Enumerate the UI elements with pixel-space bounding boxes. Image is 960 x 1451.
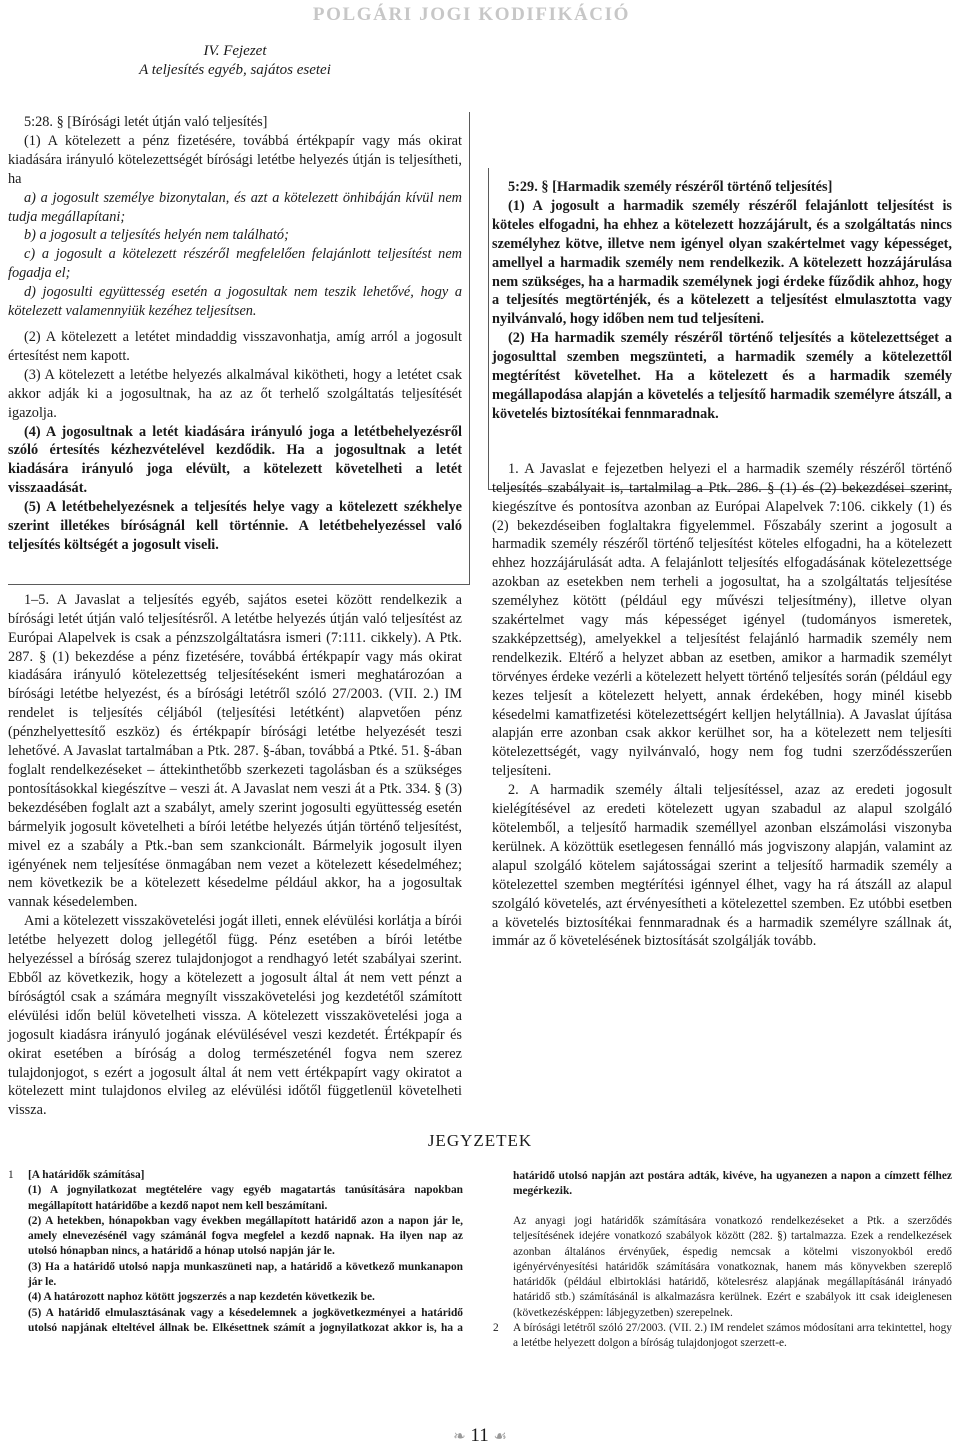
section-528-item-a: a) a jogosult személye bizonytalan, és azt a kötelezett önhibáján kívül nem tudja megállapítani; [8, 189, 462, 225]
chapter-number: IV. Fejezet [203, 43, 267, 59]
footnote-1-para-4: (4) A határozott naphoz kötött jogszerzés a nap kezdetén következik be. [28, 1291, 375, 1304]
page-number: 11 [470, 1425, 489, 1446]
footnote-1-para-5-continued [513, 1168, 952, 1214]
section-528-item-d: d) jogosulti együttesség esetén a jogosultak nem teszik lehetővé, hogy a kötelezett valamennyiük kezéhez teljesítsen. [8, 284, 462, 320]
section-529-heading: 5:29. § [Harmadik személy részéről történő teljesítés] [508, 179, 833, 195]
footnote-2-text: A bírósági letétről szóló 27/2003. (VII. 2.) IM rendelet számos módosítani arra tekintettel, hogy a letétbe helyezett dolgon a bíróság tulajdonjogot szerzett-e. [513, 1322, 952, 1350]
chapter-title: A teljesítés egyéb, sajátos esetei [139, 62, 331, 78]
section-529-p1: (1) A jogosult a harmadik személy részéről felajánlott teljesítést is köteles elfogadni, ha ehhez a kötelezett hozzájárult, és a szolgáltatás nincs személyhez kötve, illetve nem igényel olyan szakértelmet vagy képességet, amellyel a harmadik személy nem rendelkezik. A kötelezett hozzájárulása nem szükséges, ha a harmadik személynek jogi érdeke fűződik ahhoz, hogy a teljesítés megtörténjék, és a kötelezett a teljesítést elmulasztotta vagy nyilvánvaló, hogy időben nem tud teljesíteni. [492, 197, 952, 328]
footnote-1-para-5: (5) A határidő elmulasztásának vagy a késedelemnek a jogkövetkezményei a határidő utolsó napjának elteltével állnak be. Elkésettnek számít a jognyilatkozat akkor is, ha a [28, 1306, 463, 1334]
chapter-heading [8, 42, 462, 80]
section-528-p2: (2) A kötelezett a letétet mindaddig visszavonhatja, amíg arról a jogosult értesítést nem kapott. [8, 328, 462, 364]
section-529-p2: (2) Ha harmadik személy részéről történő teljesítés a kötelezettséget a jogosulttal szemben megszünteti, a harmadik személy a kötelezettől megtérítést követelhet. Ha a kötelezett és a harmadik személy megállapodása alapján a követelés a teljesítő harmadik személyre átszáll, a követelés biztosítékai fennmaradnak. [492, 330, 952, 422]
commentary-528-p2-continued [492, 28, 952, 160]
footnote-1-heading: [A határidők számítása] [28, 1169, 145, 1181]
notes-title: JEGYZETEK [427, 1131, 533, 1150]
footnote-1-note: Az anyagi jogi határidők számítására vonatkozó rendelkezéseket a Ptk. a szerződés teljesítésének idejére vonatkozó szabályok között (282. §) tartalmazza. Ezek a rendelkezések azonban általános érvényűek, éspedig nemcsak a kötelmi viszonyokból eredő igényérvényesítési határidők számítására vonatkoznak, hanem más könyvekben szereplő határidők (például elbirtoklási határidő, kötelesrész alapjának megállapításánál irányadó határidő stb.) számításánál is alkalmazásra kerülnek. Ezért e szabályok itt csak ideiglenesen (következésképpen: lábjegyzetben) szerepelnek. [513, 1215, 952, 1319]
section-528-p5: (5) A letétbehelyezésnek a teljesítés helye vagy a kötelezett székhelye szerint illetékes bíróságnál kell történnie. A letétbehelyezéssel való teljesítés költségét a jogosult viseli. [8, 499, 462, 553]
section-528-item-b: b) a jogosult a teljesítés helyén nem található; [24, 227, 289, 244]
footnote-1 [8, 1168, 463, 1336]
commentary-528-p2: Ami a kötelezett visszakövetelési jogát illeti, ennek elévülési korlátja a bírói letétbe helyezett dolog jellegétől függ. Pénz esetében a bírói letétbe helyezéssel a bíróság szerez tulajdonjogot a rendhagyó letét szabályai szerint. Ebből az következik, hogy a kötelezett a jogosult által át nem vett pénzt a bíróságtól csak a számára megnyílt visszakövetelési jog kezdetétől számított elévülési időn belül követelheti vissza. A kötelezett visszakövetelési joga a jogosult kiadásra irányuló jogának elévülésével veszi kezdetét. Értékpapír és okirat esetében a bíróság a dolog természeténél fogva nem szerez tulajdonjogot, s ezért a jogosult által át nem vett értékpapírt vagy okiratot a kötelezett mint tulajdonos elvileg az elévülési időtől függetlenül követelheti vissza. [8, 913, 462, 1119]
commentary-529-p2: 2. A harmadik személy általi teljesítéssel, azaz az eredeti jogosult kielégítésével az eredeti kötelezett ugyan szabadul az alapul szolgáló kötelemből, a teljesítő harmadik személlyel azonban elszámolási viszonyba kerülnek. A közöttük esetlegesen fennálló más jogviszony alapján, valamint az alapul szolgáló kötelem sajátosságai szerint a teljesítő harmadik személy a kötelezettel szemben megtérítési igénnyel élhet, vagy ha rá átszáll az alapul szolgáló követelés, azt érvényesítheti a kötelezettel szemben. Ez utóbbi esetben a követelés biztosítékai fennmaradnak és a harmadik személyre szállnak át, immár az ő követelésének biztosítását szolgálják tovább. [492, 782, 952, 950]
footnote-1-para-1: (1) A jognyilatkozat megtételére vagy egyéb magatartás tanúsítására napokban megállapított határidőbe a kezdő napot nem kell beszámítani. [28, 1184, 463, 1212]
section-528 [8, 113, 462, 555]
footnote-1-para-5-tail: határidő utolsó napján azt postára adták, kivéve, ha ugyanezen a napon a címzett félhez megérkezik. [513, 1169, 952, 1197]
footnotes-right [493, 1168, 952, 1352]
ornament-left-icon: ❧ [453, 1429, 466, 1445]
footnote-1-number: 1 [8, 1169, 14, 1181]
section-528-heading: 5:28. § [Bírósági letét útján való teljesítés] [24, 114, 268, 130]
running-header: POLGÁRI JOGI KODIFIKÁCIÓ [312, 4, 630, 25]
footnote-spacer [493, 1168, 513, 1321]
page-number-block [0, 1425, 960, 1447]
left-column [8, 42, 462, 1120]
section-528-item-c: c) a jogosult a kötelezett részéről megfelelően felajánlott teljesítést nem fogadja el; [8, 246, 462, 282]
footnote-2-number: 2 [493, 1322, 499, 1335]
right-column [492, 28, 952, 951]
section-529 [492, 178, 952, 424]
section-528-p3: (3) A kötelezett a letétbe helyezés alkalmával kikötheti, hogy a letétet csak akkor adják ki a jogosultnak, ha az az őt terhelő szolgáltatás teljesítését igazolja. [8, 366, 462, 421]
footnote-1-para-2: (2) A hetekben, hónapokban vagy években megállapított határidő azon a napon jár le, amely elnevezésénél vagy számánál fogva megfelel a kezdő napnak. Ha ilyen nap az utolsó hónapban nincs, a határidő a hónap utolsó napján jár le. [28, 1214, 463, 1258]
section-528-p1-lead: (1) A kötelezett a pénz fizetésére, továbbá értékpapír vagy más okirat kiadására irányuló kötelezettségét bírósági letétbe helyezés útján is teljesítheti, ha [8, 132, 462, 187]
commentary-529-p1: 1. A Javaslat e fejezetben helyezi el a harmadik személy részéről történő teljesítés szabályait is, tartalmilag a Ptk. 286. § (1) és (2) bekezdései szerint, kiegészítve és pontosítva azonban az Európai Alapelvek 7:106. cikkely (1) és (2) bekezdéseiben foglaltakra figyelemmel. Főszabály szerint a jogosult a harmadik személy részéről történő teljesítést köteles elfogadni, ha a kötelezett ehhez hozzájárulását adta. A felajánlott teljesítés elfogadásának kötelezettsége azokban az esetekben nem terheli a jogosultat, ha a szolgáltatás teljesítése személyhez kötött (például egy művészi teljesítmény), illetve olyan szakértelmet vagy más képességet igényel (tudományos ismeretek, szakképzettség), amelyekkel a teljesítést felajánló harmadik személy nem rendelkezik. Eltérő a helyzet abban az esetben, amikor a harmadik személyt törvényes érdeke vezérli a kötelezett helyett történő teljesítés során (például egy kezes teljesít a kötelezett helyett, annak érdekében, hogy minél kisebb késedelmi kamatfizetési kötelezettségért kelljen helytállnia). A Javaslat újítása alapján erre azonban csak akkor kerülhet sor, ha a kötelezett nem teljesíti kötelezettségét, vagy nyilvánvaló, hogy nem fog tudni szerződésszerűen teljesíteni. [492, 460, 952, 780]
commentary-528-p1: 1–5. A Javaslat a teljesítés egyéb, sajátos esetei között rendelkezik a bírósági letét útján való teljesítésről. A letétbe helyezés útján való teljesítést az Európai Alapelvek is csak a pénzszolgáltatásra ismeri (7:111. cikkely). A Ptk. 287. § (1) bekezdése a pénz fizetésére, továbbá értékpapír vagy más okirat kiadására irányuló kötelezettség teljesítéseként ismeri meghatározóan a bírósági letétbe helyezést, és a bírósági letétről szóló 27/2003. (VII. 2.) IM rendelet is teljesítés céljából (teljesítési letétként) alapvetően pénz (pénzhelyettesítő eszköz) és értékpapír bírósági letétbe helyezését teszi lehetővé. A Javaslat tartalmában a Ptk. 287. §-ában, továbbá a Ptké. 51. §-ában foglalt rendelkezéseket – áttekinthetőbb szerkezeti tagolásban és a szükséges pontosításokkal kiegészítve – veszi át. A Javaslat nem veszi át a Ptk. 334. § (3) bekezdésében foglalt azt a szabályt, amely szerint jogosulti együttesség esetén bármelyik jogosult követelheti a bírói letétbe helyezés útján történő teljesítést, mivel ez a szabály a Ptk.-ban sem szankcionált. Bármelyik jogosult ilyen igényének nem teljesítése önmagában nem vezet a kötelezett késedelméhez; nem következik be a kötelezett késedelme például akkor, ha a jogosultak vannak késedelemben. [8, 591, 462, 911]
footnote-1-para-3: (3) Ha a határidő utolsó napja munkaszüneti nap, a határidő a következő munkanapon jár le. [28, 1260, 463, 1289]
section-528-p4: (4) A jogosultnak a letét kiadására irányuló joga a letétbehelyezésről szóló értesítés kézhezvételével kezdődik. Ha a jogosultnak a letét kiadására irányuló joga elévült, a kötelezett követelheti a letét visszaadását. [8, 423, 462, 497]
ornament-right-icon: ☙ [493, 1429, 507, 1445]
